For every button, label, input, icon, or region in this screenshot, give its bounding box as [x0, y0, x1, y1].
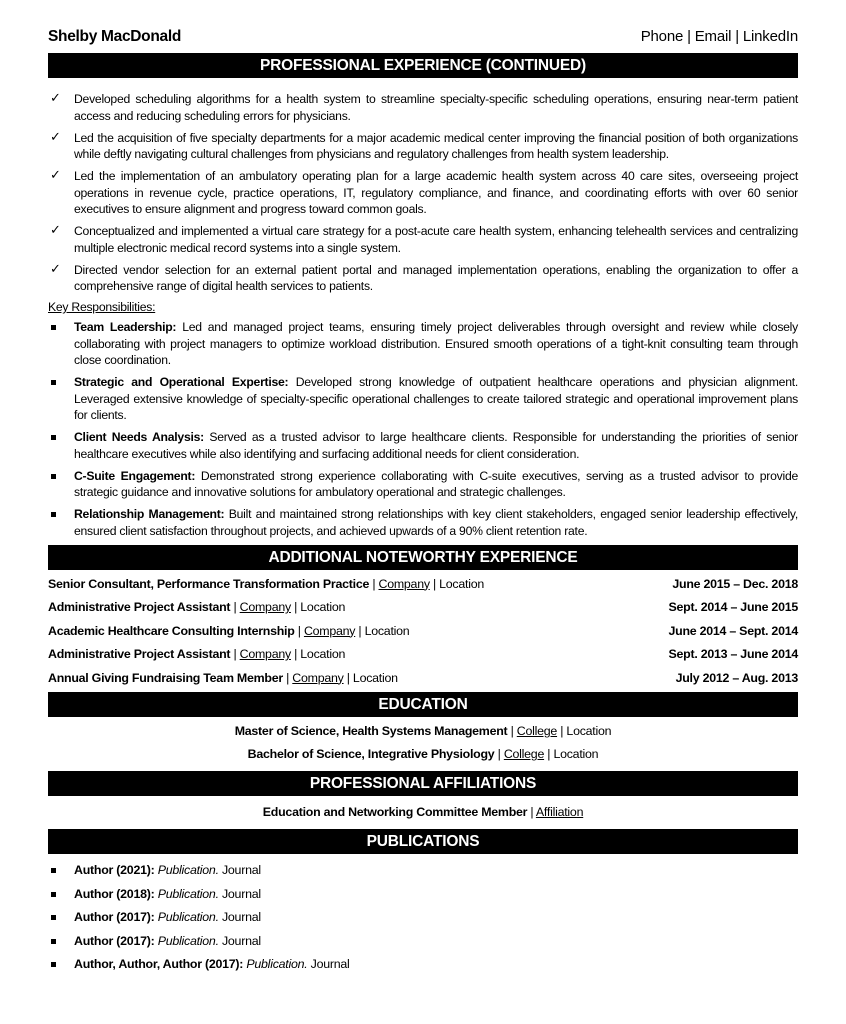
- section-heading-affiliations: PROFESSIONAL AFFILIATIONS: [48, 771, 798, 796]
- company-link: Company: [239, 600, 291, 614]
- publication-item: Author (2021): Publication. Journal: [48, 859, 798, 883]
- company-link: Company: [292, 670, 344, 685]
- experience-dates: July 2012 – Aug. 2013: [675, 670, 798, 685]
- checkmark-icon: ✓: [50, 167, 61, 182]
- publications-list: [48, 859, 798, 977]
- experience-dates: Sept. 2014 – June 2015: [668, 600, 798, 614]
- education-row: Bachelor of Science, Integrative Physiology | College | Location: [247, 747, 599, 761]
- achievement-item: ✓ Led the acquisition of five specialty departments for a major academic medical center improving the financial position of both organizations while deftly navigating cultural challenges from physicians and regulatory challenges from health system leadership.: [50, 128, 798, 161]
- checkmark-icon: ✓: [50, 90, 61, 105]
- square-bullet-icon: [51, 512, 56, 517]
- square-bullet-icon: [51, 380, 56, 385]
- resume-page: [48, 28, 798, 977]
- experience-dates: June 2014 – Sept. 2014: [668, 623, 798, 638]
- responsibility-item: Relationship Management: Built and maintained strong relationships with key client stakeholders, engaged senior leadership effectively, ensured client satisfaction throughout projects, and achieved upwards of a 90% client retention rate.: [48, 506, 798, 539]
- responsibility-item: C-Suite Engagement: Demonstrated strong experience collaborating with C-suite executives, serving as a trusted advisor to provide strategic guidance and innovative solutions for ambulatory operational and strategic challenges.: [48, 468, 798, 501]
- contact-info: Phone | Email | LinkedIn: [640, 28, 798, 45]
- company-link: Company: [303, 623, 356, 638]
- affiliation-row: Education and Networking Committee Member | Affiliation: [262, 805, 584, 819]
- achievement-item: ✓ Developed scheduling algorithms for a health system to streamline specialty-specific scheduling operations, ensuring near-term patient access and reducing scheduling errors for physicians.: [50, 90, 798, 123]
- experience-row: Administrative Project Assistant | Company | Location Sept. 2014 – June 2015: [48, 596, 798, 620]
- checkmark-icon: ✓: [50, 260, 61, 276]
- additional-experience-list: [48, 573, 798, 691]
- school-link: College: [516, 724, 558, 738]
- company-link: Company: [239, 647, 291, 661]
- resume-header: [48, 28, 798, 52]
- publication-item: Author (2017): Publication. Journal: [48, 906, 798, 930]
- publication-item: Author (2018): Publication. Journal: [48, 883, 798, 907]
- publication-item: Author, Author, Author (2017): Publication. Journal: [48, 953, 798, 977]
- achievement-item: ✓ Directed vendor selection for an external patient portal and managed implementation operations, enabling the organization to offer a comprehensive range of digital health services to patients.: [50, 260, 798, 293]
- publication-item: Author (2017): Publication. Journal: [48, 930, 798, 954]
- candidate-name: Shelby MacDonald: [48, 28, 182, 45]
- section-heading-professional-experience: PROFESSIONAL EXPERIENCE (CONTINUED): [48, 53, 798, 78]
- affiliation-link: Affiliation: [535, 805, 584, 819]
- experience-row: Administrative Project Assistant | Company | Location Sept. 2013 – June 2014: [48, 643, 798, 667]
- section-heading-education: EDUCATION: [48, 692, 798, 717]
- square-bullet-icon: [51, 474, 56, 479]
- experience-row: Senior Consultant, Performance Transformation Practice | Company | Location June 2015 – Dec. 2018: [48, 573, 798, 597]
- responsibility-item: Team Leadership: Led and managed project teams, ensuring timely project deliverables through oversight and review while closely collaborating with project managers to optimize workload distribution. Ensured smooth operations of a tight-knit consulting team through close coordination.: [48, 319, 798, 369]
- education-row: Master of Science, Health Systems Management | College | Location: [234, 724, 612, 738]
- achievement-item: ✓ Conceptualized and implemented a virtual care strategy for a post-acute care health system, enhancing telehealth services and centralizing multiple electronic medical record systems into a single system.: [50, 222, 798, 255]
- responsibility-item: Strategic and Operational Expertise: Developed strong knowledge of outpatient healthcare operations and physician alignment. Leveraged extensive knowledge of specialty-specific operational challenges to create tailored strategic and operational improvement plans for clients.: [48, 374, 798, 424]
- square-bullet-icon: [51, 435, 56, 440]
- square-bullet-icon: [51, 915, 56, 920]
- square-bullet-icon: [51, 868, 56, 873]
- experience-row: Annual Giving Fundraising Team Member | Company | Location July 2012 – Aug. 2013: [48, 667, 798, 691]
- experience-row: Academic Healthcare Consulting Internship | Company | Location June 2014 – Sept. 2014: [48, 620, 798, 644]
- square-bullet-icon: [51, 962, 56, 967]
- experience-dates: June 2015 – Dec. 2018: [672, 576, 798, 591]
- checkmark-icon: ✓: [50, 222, 61, 237]
- education-list: [48, 720, 798, 766]
- section-heading-additional-experience: ADDITIONAL NOTEWORTHY EXPERIENCE: [48, 545, 798, 570]
- company-link: Company: [378, 576, 430, 591]
- section-heading-publications: PUBLICATIONS: [48, 829, 798, 854]
- key-responsibilities-label: Key Responsibilities:: [48, 300, 156, 314]
- square-bullet-icon: [51, 939, 56, 944]
- checkmark-icon: ✓: [50, 128, 61, 144]
- square-bullet-icon: [51, 325, 56, 330]
- square-bullet-icon: [51, 892, 56, 897]
- achievements-list: [48, 91, 798, 295]
- experience-dates: Sept. 2013 – June 2014: [668, 647, 798, 661]
- responsibilities-list: [48, 319, 798, 539]
- responsibility-item: Client Needs Analysis: Served as a trusted advisor to large healthcare clients. Responsible for understanding the priorities of senior healthcare executives while also identifying and surfacing additional needs for client consideration.: [48, 429, 798, 462]
- school-link: College: [503, 747, 545, 761]
- achievement-item: ✓ Led the implementation of an ambulatory operating plan for a large academic health system across 40 care sites, overseeing project operations in revenue cycle, practice operations, IT, regulatory compliance, and finance, and coordinating efforts with over 60 senior executives to ensure alignment and progress toward common goals.: [50, 167, 798, 216]
